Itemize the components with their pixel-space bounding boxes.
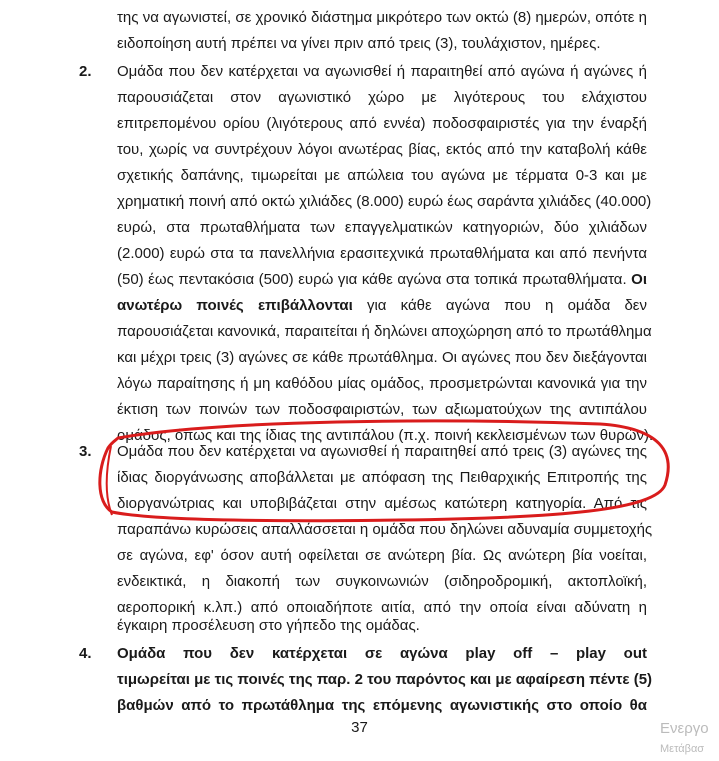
item2-line-11: παρουσιάζεται κανονικά, παραιτείται ή δηλώνει αποχώρηση από το πρωτάθλημα [117, 323, 652, 340]
item2-line-14: έκτιση των ποινών των ποδοσφαιριστών, των αξιωματούχων της αντιπάλου [117, 401, 647, 418]
activation-watermark [660, 719, 709, 759]
page-number: 37 [351, 719, 368, 736]
item2-line-7: ευρώ, στα πρωταθλήματα των επαγγελματικών κατηγοριών, δύο χιλιάδων [117, 219, 647, 236]
item2-line-15: ομάδος, όπως και της ίδιας της αντιπάλου (π.χ. ποινή κεκλεισμένων των θυρών). [117, 427, 654, 444]
item2-line-1: Ομάδα που δεν κατέρχεται να αγωνισθεί ή παραιτηθεί από αγώνα ή αγώνες ή [117, 63, 647, 80]
item4-line-1: Ομάδα που δεν κατέρχεται σε αγώνα play off – play out [117, 645, 647, 662]
ellipse-stroke-inner [107, 446, 112, 515]
item3-line-2: ίδιας διοργάνωσης αποβάλλεται με απόφαση της Πειθαρχικής Επιτροπής της [117, 469, 647, 486]
item2-bold-tail: Οι [631, 271, 647, 288]
item2-line-9 [117, 268, 647, 292]
item3-line-7: αεροπορική κ.λπ.) από οποιαδήποτε αιτία, από την οποία είναι αδύνατη η [117, 599, 647, 616]
item1-line-2: ειδοποίηση αυτή πρέπει να γίνει πριν από τρεις (3), τουλάχιστον, ημέρες. [117, 35, 601, 52]
item3-line-5: σε αγώνα, εφ' όσον αυτή οφείλεται σε ανώτερη βία. Ως ανώτερη βία νοείται, [117, 547, 647, 564]
item2-line-2: παρουσιάζεται στον αγωνιστικό χώρο με λιγότερους του ελάχιστου [117, 89, 647, 106]
item3-line-6: ενδεικτικά, η διακοπή των συγκοινωνιών (σιδηροδρομική, ακτοπλοϊκή, [117, 573, 647, 590]
item2-line-9-text: (50) έως πεντακόσια (500) ευρώ για κάθε αγώνα στα τοπικά πρωταθλήματα. [117, 271, 627, 288]
item2-line-13: λόγω παραίτησης ή μη καθόδου μίας ομάδος, προσμετρώνται κανονικά για την [117, 375, 647, 392]
item3-line-1: Ομάδα που δεν κατέρχεται να αγωνισθεί ή παραιτηθεί από τρεις (3) αγώνες της [117, 443, 647, 460]
item3-line-3: διοργανώτριας και υποβιβάζεται στην αμέσως κατώτερη κατηγορία. Από τις [117, 495, 647, 512]
item2-line-4: του, χωρίς να συντρέχουν λόγοι ανωτέρας βίας, εκτός από την καταβολή κάθε [117, 141, 647, 158]
item1-line-1: της να αγωνιστεί, σε χρονικό διάστημα μικρότερο των οκτώ (8) ημερών, οπότε η [117, 9, 647, 26]
item2-line-6: χρηματική ποινή από οκτώ χιλιάδες (8.000) ευρώ έως σαράντα χιλιάδες (40.000) [117, 193, 652, 210]
item3-line-4: παραπάνω κυρώσεις απαλλάσσεται η ομάδα που δηλώνει αδυναμία συμμετοχής [117, 521, 653, 538]
item3-line-8: έγκαιρη προσέλευση στο γήπεδο της ομάδας. [117, 617, 420, 634]
watermark-line-1: Ενεργο [660, 720, 709, 737]
item2-number: 2. [79, 63, 92, 80]
item2-bold-phrase: ανωτέρω ποινές επιβάλλονται [117, 297, 353, 314]
item2-line-5: σχετικής δαπάνης, τιμωρείται με απώλεια του αγώνα με τέρματα 0-3 και με [117, 167, 647, 184]
item4-number: 4. [79, 645, 92, 662]
item3-number: 3. [79, 443, 92, 460]
item4-line-2: τιμωρείται με τις ποινές της παρ. 2 του παρόντος και με αφαίρεση πέντε (5) [117, 671, 653, 688]
item2-line-8: (2.000) ευρώ στα τα πανελλήνια ερασιτεχνικά πρωταθλήματα και από πενήντα [117, 245, 647, 262]
item2-line-12: και μέχρι τρεις (3) αγώνες σε κάθε πρωτάθλημα. Οι αγώνες που δεν διεξάγονται [117, 349, 647, 366]
item2-line-10 [117, 294, 647, 318]
item2-line-10-rest: για κάθε αγώνα που η ομάδα δεν [366, 297, 647, 314]
item2-line-3: επιτρεπομένου ορίου (λιγότερους από εννέα) ποδοσφαιριστές για την έναρξή [117, 115, 647, 132]
item4-line-3: βαθμών από το πρωτάθλημα της επόμενης αγωνιστικής στο οποίο θα [117, 697, 647, 714]
watermark-line-2: Μετάβασ [660, 743, 705, 755]
